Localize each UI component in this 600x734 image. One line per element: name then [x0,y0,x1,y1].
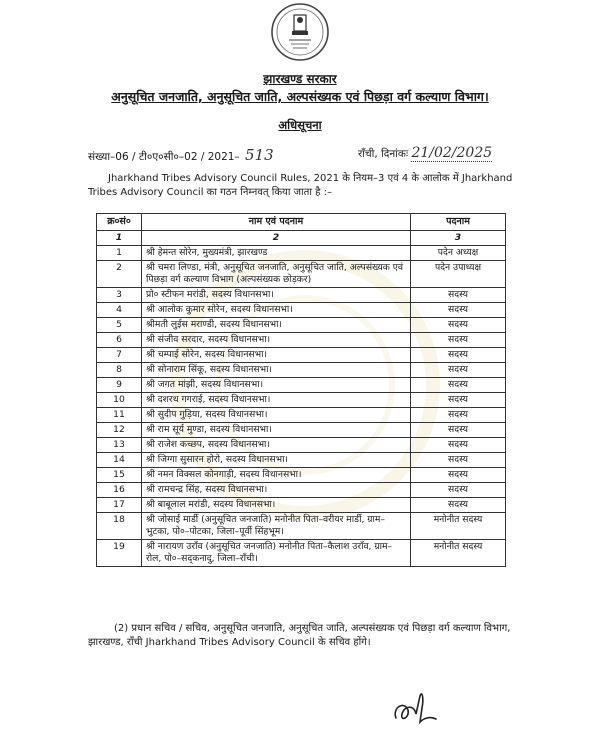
member-name-designation: श्री दशरथ गगराई, सदस्य विधानसभा। [142,393,411,408]
member-serial: 8 [97,363,142,378]
member-name-designation: श्री चम्पाई सोरेन, सदस्य विधानसभा। [142,348,411,363]
member-name-designation: श्री सुदीप गुड़िया, सदस्य विधानसभा। [142,408,411,423]
member-serial: 6 [97,333,142,348]
member-role: पदेन अध्यक्ष [411,246,506,261]
member-serial: 14 [97,453,142,468]
footer-paragraph: (2) प्रधान सचिव / सचिव, अनुसूचित जनजाति, अनुसूचित जाति, अल्पसंख्यक एवं पिछड़ा वर्ग कल्याण विभाग, झारखण्ड, राँची Jharkhand Tribes Advisory Council के सचिव होंगे। [88,623,511,648]
member-role: सदस्य [411,453,506,468]
member-role: सदस्य [411,468,506,483]
member-role: सदस्य [411,408,506,423]
member-role: सदस्य [411,288,506,303]
member-serial: 12 [97,423,142,438]
header-role: पदनाम [411,214,506,231]
table-row [97,423,506,438]
member-name-designation: श्री रामचन्द्र सिंह, सदस्य विधानसभा। [142,483,411,498]
table-row [97,333,506,348]
member-role: सदस्य [411,333,506,348]
member-role: सदस्य [411,303,506,318]
table-row [97,261,506,288]
reference-number-label: संख्या–06 / टी०ए०सी०–02 / 2021– [88,151,240,163]
member-serial: 7 [97,348,142,363]
member-serial: 10 [97,393,142,408]
table-row [97,540,506,567]
member-name-designation: श्री जगत मांझी, सदस्य विधानसभा। [142,378,411,393]
member-role: सदस्य [411,378,506,393]
state-emblem-seal-icon [261,2,339,62]
handwritten-signature-icon [390,688,446,730]
member-name-designation: श्री जिग्गा सुसारन होरो, सदस्य विधानसभा। [142,453,411,468]
member-role: सदस्य [411,498,506,513]
member-name-designation: श्रीमती लुईस मराण्डी, सदस्य विधानसभा। [142,318,411,333]
government-name: झारखण्ड सरकार [263,72,337,86]
table-row [97,393,506,408]
table-row [97,408,506,423]
member-name-designation: श्री नमन विक्सल कोनगाड़ी, सदस्य विधानसभा। [142,468,411,483]
department-name: अनुसूचित जनजाति, अनुसूचित जाति, अल्पसंख्यक एवं पिछड़ा वर्ग कल्याण विभाग। [111,89,489,104]
member-name-designation: श्री नारायण उराँव (अनुसूचित जनजाति) मनोनीत पिता–कैलाश उराँव, ग्राम–रोल, पो०–सद्कनादु, जिला–राँची। [142,540,411,567]
table-row [97,513,506,540]
table-row [97,318,506,333]
table-row [97,303,506,318]
member-serial: 15 [97,468,142,483]
member-role: मनोनीत सदस्य [411,513,506,540]
reference-number [88,146,274,164]
table-row [97,453,506,468]
header-name: नाम एवं पदनाम [142,214,411,231]
table-row [97,348,506,363]
member-role: सदस्य [411,348,506,363]
notice-date-value: 21/02/2025 [411,145,493,161]
table-row [97,498,506,513]
member-name-designation: श्री आलोक कुमार सोरेन, सदस्य विधानसभा। [142,303,411,318]
table-row [97,483,506,498]
member-serial: 13 [97,438,142,453]
member-name-designation: श्री जोसाई मार्डी (अनुसूचित जनजाति) मनोनीत पिता–वरीयर मार्डी, ग्राम–भुटका, पो०–पोटका, जिला–पूर्वी सिंहभूम। [142,513,411,540]
member-role: सदस्य [411,393,506,408]
member-name-designation: श्री राम सूर्य मुण्डा, सदस्य विधानसभा। [142,423,411,438]
member-role: पदेन उपाध्यक्ष [411,261,506,288]
member-name-designation: श्री संजीव सरदार, सदस्य विधानसभा। [142,333,411,348]
table-row [97,438,506,453]
member-role: सदस्य [411,438,506,453]
council-members-table [96,213,506,567]
intro-paragraph: Jharkhand Tribes Advisory Council Rules, 2021 के नियम–3 एवं 4 के आलोक में Jharkhand Tribes Advisory Council का गठन निम्नवत् किया जाता है :– [88,173,513,198]
notice-date [358,145,492,161]
member-role: सदस्य [411,318,506,333]
member-serial: 5 [97,318,142,333]
reference-number-value: 513 [245,146,274,164]
notice-title: अधिसूचना [278,118,322,132]
table-row [97,363,506,378]
header-serial: क्र०सं० [97,214,142,231]
column-number-row [97,231,506,246]
member-serial: 2 [97,261,142,288]
member-name-designation: प्रो० स्टीफन मरांडी, सदस्य विधानसभा। [142,288,411,303]
member-serial: 4 [97,303,142,318]
member-role: सदस्य [411,363,506,378]
table-row [97,468,506,483]
member-serial: 1 [97,246,142,261]
member-name-designation: श्री सोनाराम सिंकू, सदस्य विधानसभा। [142,363,411,378]
member-name-designation: श्री चमरा लिण्डा, मंत्री, अनुसूचित जनजाति, अनुसूचित जाति, अल्पसंख्यक एवं पिछड़ा वर्ग कल्याण विभाग (अल्पसंख्यक छोड़कर) [142,261,411,288]
member-role: सदस्य [411,423,506,438]
member-serial: 11 [97,408,142,423]
member-serial: 19 [97,540,142,567]
table-body [97,231,506,567]
column-number: 3 [411,231,506,246]
member-serial: 16 [97,483,142,498]
member-role: मनोनीत सदस्य [411,540,506,567]
member-role: सदस्य [411,483,506,498]
table-header-row [97,214,506,231]
member-name-designation: श्री बाबूलाल मरांडी, सदस्य विधानसभा। [142,498,411,513]
member-serial: 9 [97,378,142,393]
member-serial: 17 [97,498,142,513]
notice-date-label: राँची, दिनांकः [358,148,409,160]
member-serial: 18 [97,513,142,540]
member-name-designation: श्री हेमन्त सोरेन, मुख्यमंत्री, झारखण्ड [142,246,411,261]
table-row [97,246,506,261]
column-number: 2 [142,231,411,246]
table-row [97,288,506,303]
member-name-designation: श्री राजेश कच्छप, सदस्य विधानसभा। [142,438,411,453]
column-number: 1 [97,231,142,246]
member-serial: 3 [97,288,142,303]
table-row [97,378,506,393]
